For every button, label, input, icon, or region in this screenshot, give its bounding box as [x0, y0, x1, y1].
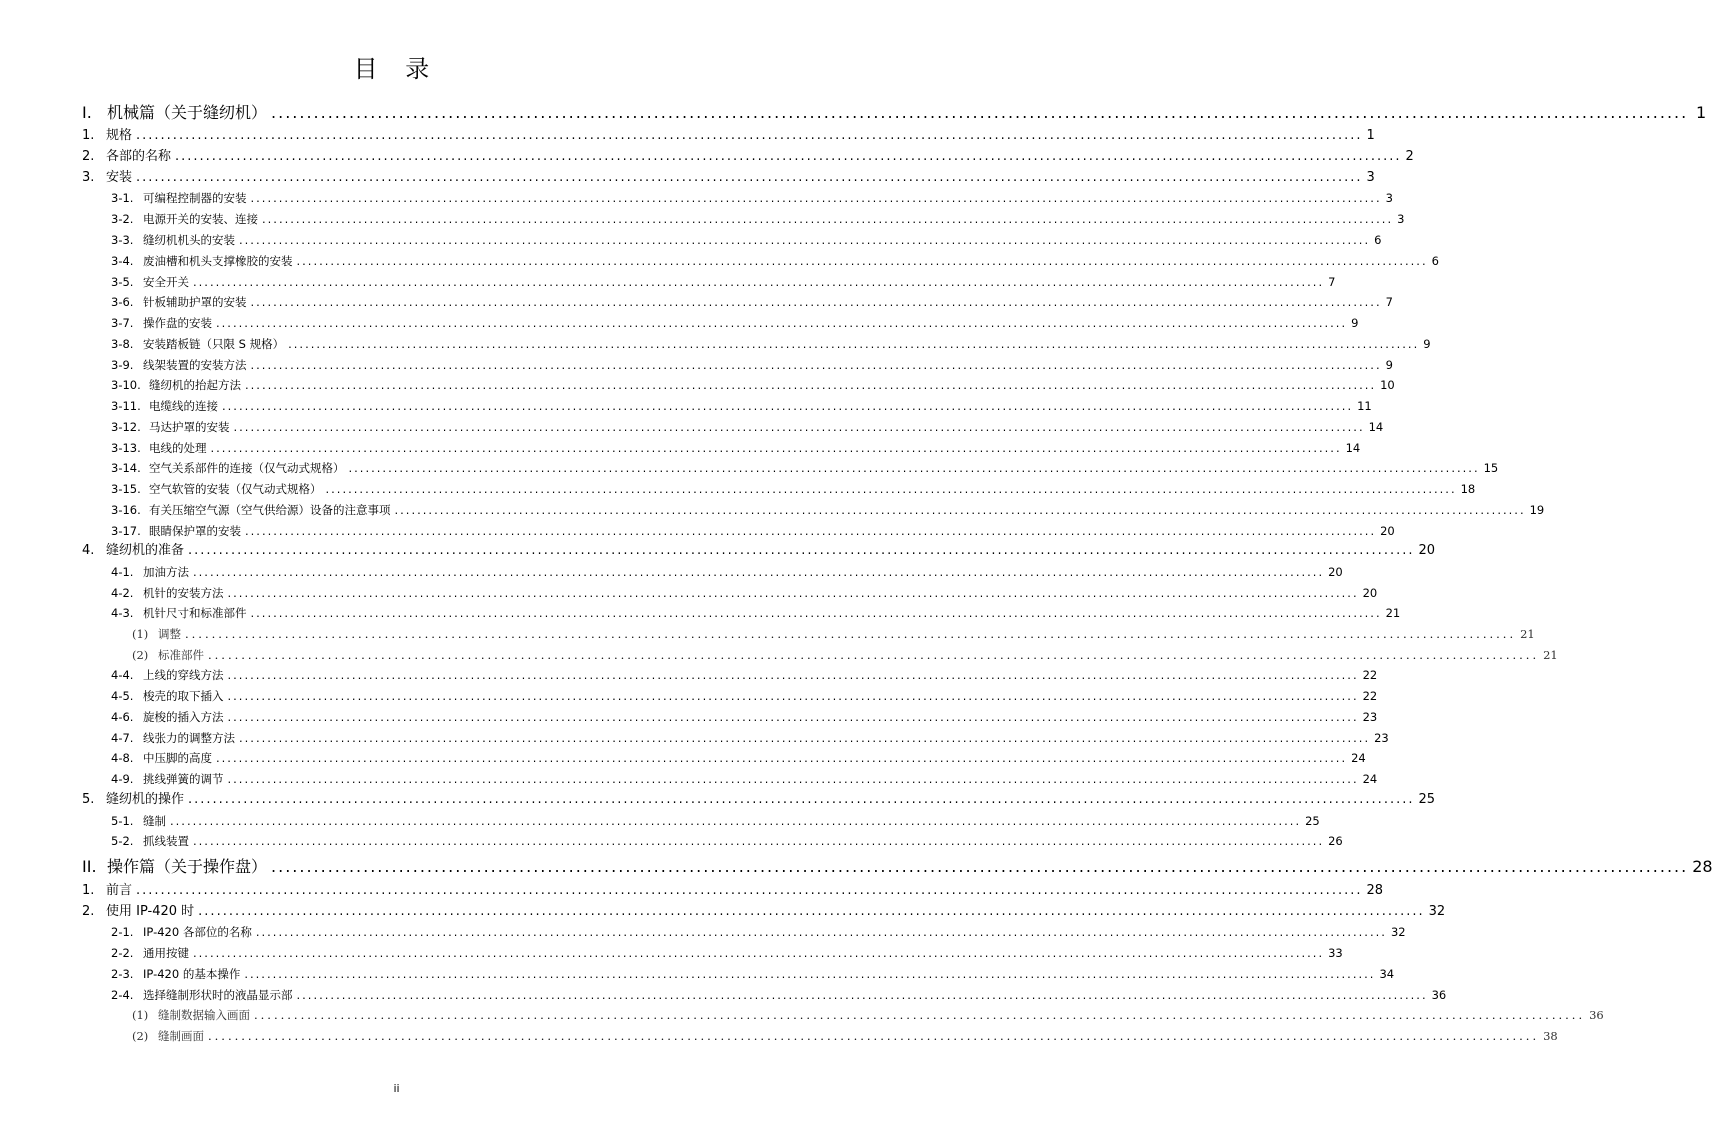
toc-entry-page: 14: [1345, 441, 1361, 455]
toc-entry[interactable]: [82, 147, 1414, 167]
toc-entry[interactable]: [132, 624, 1535, 644]
toc-leader-dots: ........................................................................................................................................................................................................: [244, 967, 1376, 981]
toc-entry-page: 20: [1418, 543, 1436, 558]
toc-leader-dots: ........................................................................................................................................................................................................: [348, 461, 1480, 475]
toc-leader-dots: ........................................................................................................................................................................................................: [250, 606, 1382, 620]
toc-entry[interactable]: [111, 943, 1343, 963]
toc-entry-number: 1.: [82, 883, 95, 898]
toc-entry[interactable]: [111, 562, 1343, 582]
toc-entry-page: 1: [1366, 128, 1375, 143]
toc-entry-page: 15: [1483, 461, 1499, 475]
toc-entry-page: 19: [1529, 503, 1545, 517]
toc-leader-dots: ........................................................................................................................................................................................................: [250, 295, 1382, 309]
toc-leader-dots: ........................................................................................................................................................................................................: [245, 378, 1377, 392]
toc-entry-title: 各部的名称: [106, 149, 172, 164]
toc-entry-title: 线张力的调整方法: [143, 731, 235, 745]
toc-leader-dots: ........................................................................................................................................................................................................: [233, 420, 1365, 434]
toc-leader-dots: ........................................................................................................................................................................................................: [170, 814, 1302, 828]
toc-leader-dots: ........................................................................................................................................................................................................: [198, 904, 1425, 919]
toc-leader-dots: ........................................................................................................................................................................................................: [227, 668, 1359, 682]
toc-leader-dots: ........................................................................................................................................................................................................: [250, 358, 1382, 372]
toc-entry-number: 3-10.: [111, 378, 141, 392]
toc-entry-page: 34: [1379, 967, 1395, 981]
toc-leader-dots: ........................................................................................................................................................................................................: [222, 399, 1354, 413]
toc-entry[interactable]: [111, 811, 1320, 831]
toc-leader-dots: ........................................................................................................................................................................................................: [296, 988, 1428, 1002]
toc-entry[interactable]: [111, 665, 1378, 685]
toc-entry-page: 20: [1362, 586, 1378, 600]
toc-entry-title: 电线的处理: [149, 441, 207, 455]
toc-entry-title: 缝制画面: [158, 1029, 204, 1043]
toc-entry[interactable]: [132, 645, 1558, 665]
toc-entry-page: 3: [1385, 191, 1393, 205]
toc-entry[interactable]: [111, 334, 1431, 354]
toc-entry-title: 机械篇（关于缝纫机）: [107, 103, 268, 122]
toc-entry[interactable]: [82, 902, 1446, 922]
toc-entry-number: 4-8.: [111, 751, 134, 765]
toc-entry-page: 25: [1418, 792, 1436, 807]
toc-entry-page: 28: [1366, 883, 1384, 898]
toc-entry[interactable]: [111, 748, 1366, 768]
toc-entry-page: 2: [1405, 149, 1414, 164]
toc-leader-dots: ........................................................................................................................................................................................................: [216, 316, 1348, 330]
toc-leader-dots: ........................................................................................................................................................................................................: [262, 212, 1394, 226]
toc-entry[interactable]: [111, 313, 1359, 333]
toc-entry-title: 抓线装置: [143, 834, 189, 848]
toc-entry-title: 通用按键: [143, 946, 189, 960]
toc-entry[interactable]: [111, 831, 1343, 851]
toc-entry-page: 9: [1351, 316, 1359, 330]
toc-entry-number: 3-6.: [111, 295, 134, 309]
toc-entry[interactable]: [111, 188, 1393, 208]
toc-entry-title: 标准部件: [158, 648, 204, 662]
toc-leader-dots: ........................................................................................................................................................................................................: [216, 751, 1348, 765]
toc-entry[interactable]: [111, 603, 1401, 623]
toc-entry-number: 2-2.: [111, 946, 134, 960]
toc-entry-number: 2.: [82, 904, 95, 919]
toc-leader-dots: ........................................................................................................................................................................................................: [208, 1029, 1540, 1043]
toc-entry-number: 3-12.: [111, 420, 141, 434]
toc-entry-title: IP-420 的基本操作: [143, 967, 241, 981]
toc-entry[interactable]: [111, 438, 1361, 458]
toc-entry-title: 缝纫机机头的安装: [143, 233, 235, 247]
toc-entry-number: (1): [132, 627, 149, 641]
toc-entry-title: 安装踏板链（只限 S 规格）: [143, 337, 285, 351]
toc-entry-number: 5-1.: [111, 814, 134, 828]
toc-entry[interactable]: [82, 168, 1375, 188]
toc-entry-page: 21: [1543, 648, 1558, 662]
toc-entry-number: (2): [132, 648, 149, 662]
toc-entry-page: 1: [1696, 103, 1707, 122]
toc-leader-dots: ........................................................................................................................................................................................................: [239, 731, 1371, 745]
toc-entry[interactable]: [111, 355, 1393, 375]
toc-entry-title: 缝纫机的抬起方法: [149, 378, 241, 392]
toc-entry[interactable]: [111, 272, 1336, 292]
toc-entry-number: 4-3.: [111, 606, 134, 620]
toc-entry-page: 36: [1589, 1008, 1604, 1022]
toc-entry-number: 2-4.: [111, 988, 134, 1002]
toc-leader-dots: ........................................................................................................................................................................................................: [394, 503, 1526, 517]
toc-entry-number: 3.: [82, 170, 95, 185]
toc-entry-number: 3-16.: [111, 503, 141, 517]
toc-entry-number: 3-4.: [111, 254, 134, 268]
toc-entry[interactable]: [111, 922, 1406, 942]
toc-entry[interactable]: [82, 101, 1707, 125]
toc-leader-dots: ........................................................................................................................................................................................................: [227, 689, 1359, 703]
toc-entry-number: 3-14.: [111, 461, 141, 475]
toc-entry-page: 24: [1362, 772, 1378, 786]
toc-entry-title: 电源开关的安装、连接: [143, 212, 258, 226]
toc-entry[interactable]: [111, 583, 1378, 603]
toc-entry-page: 32: [1390, 925, 1406, 939]
toc-entry-title: 加油方法: [143, 565, 189, 579]
toc-entry[interactable]: [111, 230, 1382, 250]
toc-entry-page: 20: [1380, 524, 1395, 538]
toc-entry-number: 4-4.: [111, 668, 134, 682]
toc-entry-page: 10: [1380, 378, 1395, 392]
toc-entry-number: 4-9.: [111, 772, 134, 786]
toc-entry-title: 操作盘的安装: [143, 316, 212, 330]
toc-entry-page: 7: [1328, 275, 1336, 289]
toc-entry[interactable]: [82, 881, 1384, 901]
toc-leader-dots: ........................................................................................................................................................................................................: [227, 710, 1359, 724]
toc-entry[interactable]: [111, 521, 1395, 541]
toc-entry[interactable]: [111, 458, 1499, 478]
toc-entry-title: 机针的安装方法: [143, 586, 224, 600]
toc-entry-number: 2-1.: [111, 925, 134, 939]
toc-entry-page: 6: [1374, 233, 1382, 247]
toc-entry-number: 3-1.: [111, 191, 134, 205]
toc-leader-dots: ........................................................................................................................................................................................................: [193, 565, 1325, 579]
toc-leader-dots: ........................................................................................................................................................................................................: [193, 834, 1325, 848]
toc-entry-title: 选择缝制形状时的液晶显示部: [143, 988, 293, 1002]
toc-leader-dots: ........................................................................................................................................................................................................: [136, 170, 1363, 185]
toc-entry-title: 马达护罩的安装: [149, 420, 230, 434]
toc-entry-page: 28: [1692, 857, 1713, 876]
toc-title: 目 录: [353, 55, 440, 83]
toc-leader-dots: ........................................................................................................................................................................................................: [245, 524, 1377, 538]
toc-entry-title: 机针尺寸和标准部件: [143, 606, 247, 620]
toc-entry-title: 针板辅助护罩的安装: [143, 295, 247, 309]
toc-entry-number: 3-7.: [111, 316, 134, 330]
toc-entry-number: 5.: [82, 792, 95, 807]
toc-entry-page: 22: [1362, 689, 1378, 703]
toc-entry-number: II.: [82, 857, 97, 876]
toc-entry[interactable]: [111, 500, 1545, 520]
toc-entry-title: 安装: [106, 170, 133, 185]
toc-entry-title: 梭壳的取下插入: [143, 689, 224, 703]
toc-entry-page: 26: [1328, 834, 1343, 848]
toc-entry-title: IP-420 各部位的名称: [143, 925, 252, 939]
toc-entry-title: 操作篇（关于操作盘）: [107, 857, 268, 876]
toc-entry-page: 14: [1368, 420, 1384, 434]
toc-entry[interactable]: [82, 126, 1375, 146]
toc-entry[interactable]: [82, 541, 1436, 561]
toc-leader-dots: ........................................................................................................................................................................................................: [175, 149, 1402, 164]
toc-leader-dots: ........................................................................................................................................................................................................: [254, 1008, 1586, 1022]
toc-entry-title: 眼睛保护罩的安装: [149, 524, 241, 538]
toc-entry-page: 33: [1328, 946, 1343, 960]
toc-entry-page: 7: [1385, 295, 1393, 309]
toc-leader-dots: ........................................................................................................................................................................................................: [271, 103, 1689, 122]
toc-entry-page: 9: [1385, 358, 1393, 372]
toc-entry-number: 4-7.: [111, 731, 134, 745]
toc-entry-number: 3-9.: [111, 358, 134, 372]
toc-entry-number: 2-3.: [111, 967, 134, 981]
toc-leader-dots: ........................................................................................................................................................................................................: [271, 857, 1689, 876]
toc-entry-title: 线架装置的安装方法: [143, 358, 247, 372]
toc-entry[interactable]: [82, 855, 1713, 879]
toc-entry-title: 废油槽和机头支撑橡胶的安装: [143, 254, 293, 268]
toc-leader-dots: ........................................................................................................................................................................................................: [227, 586, 1359, 600]
toc-entry-number: 3-17.: [111, 524, 141, 538]
toc-entry-page: 24: [1351, 751, 1366, 765]
toc-leader-dots: ........................................................................................................................................................................................................: [208, 648, 1540, 662]
toc-entry-number: 3-2.: [111, 212, 134, 226]
toc-leader-dots: ........................................................................................................................................................................................................: [136, 883, 1363, 898]
toc-entry-title: 缝制数据输入画面: [158, 1008, 250, 1022]
toc-leader-dots: ........................................................................................................................................................................................................: [255, 925, 1387, 939]
toc-entry-page: 9: [1423, 337, 1431, 351]
toc-entry-title: 前言: [106, 883, 133, 898]
toc-leader-dots: ........................................................................................................................................................................................................: [239, 233, 1371, 247]
toc-entry-title: 中压脚的高度: [143, 751, 212, 765]
toc-entry-title: 可编程控制器的安装: [143, 191, 247, 205]
toc-entry-page: 21: [1385, 606, 1401, 620]
toc-entry-title: 旋梭的插入方法: [143, 710, 224, 724]
toc-entry[interactable]: [111, 375, 1395, 395]
toc-entry[interactable]: [111, 728, 1389, 748]
toc-entry-number: 3-15.: [111, 482, 141, 496]
toc-entry-number: 2.: [82, 149, 95, 164]
toc-entry-number: 4.: [82, 543, 95, 558]
toc-entry-title: 缝制: [143, 814, 166, 828]
toc-entry-number: 3-8.: [111, 337, 134, 351]
toc-entry[interactable]: [111, 292, 1393, 312]
toc-leader-dots: ........................................................................................................................................................................................................: [288, 337, 1420, 351]
toc-entry-page: 32: [1428, 904, 1446, 919]
toc-entry-number: 3-5.: [111, 275, 134, 289]
toc-entry-title: 安全开关: [143, 275, 189, 289]
toc-entry[interactable]: [111, 251, 1439, 271]
toc-entry-number: 4-1.: [111, 565, 134, 579]
toc-entry[interactable]: [111, 479, 1476, 499]
toc-leader-dots: ........................................................................................................................................................................................................: [193, 946, 1325, 960]
toc-entry-number: (1): [132, 1008, 149, 1022]
toc-entry-page: 25: [1305, 814, 1320, 828]
toc-entry-title: 有关压缩空气源（空气供给源）设备的注意事项: [149, 503, 391, 517]
toc-entry-title: 使用 IP-420 时: [106, 904, 195, 919]
toc-entry-number: 3-11.: [111, 399, 141, 413]
toc-entry-number: 4-6.: [111, 710, 134, 724]
toc-entry-title: 调整: [158, 627, 181, 641]
toc-entry-title: 上线的穿线方法: [143, 668, 224, 682]
toc-entry[interactable]: [82, 790, 1436, 810]
toc-entry-number: 3-13.: [111, 441, 141, 455]
toc-entry-number: (2): [132, 1029, 149, 1043]
toc-entry-number: I.: [82, 103, 92, 122]
toc-entry-title: 缝纫机的准备: [106, 543, 185, 558]
toc-entry-page: 21: [1520, 627, 1535, 641]
toc-leader-dots: ........................................................................................................................................................................................................: [250, 191, 1382, 205]
toc-entry-title: 缝纫机的操作: [106, 792, 185, 807]
toc-entry-number: 4-5.: [111, 689, 134, 703]
toc-entry[interactable]: [111, 707, 1378, 727]
toc-entry[interactable]: [111, 985, 1447, 1005]
toc-entry-page: 22: [1362, 668, 1378, 682]
toc-entry-page: 3: [1366, 170, 1375, 185]
toc-entry[interactable]: [111, 396, 1372, 416]
toc-leader-dots: ........................................................................................................................................................................................................: [188, 792, 1415, 807]
toc-entry-page: 23: [1374, 731, 1389, 745]
toc-entry-number: 4-2.: [111, 586, 134, 600]
toc-leader-dots: ........................................................................................................................................................................................................: [136, 128, 1363, 143]
toc-entry[interactable]: [132, 1026, 1558, 1046]
toc-entry-page: 18: [1460, 482, 1476, 496]
toc-entry-title: 挑线弹簧的调节: [143, 772, 224, 786]
toc-entry-title: 电缆线的连接: [149, 399, 218, 413]
toc-entry-title: 空气关系部件的连接（仅气动式规格）: [149, 461, 345, 475]
toc-entry-page: 3: [1397, 212, 1405, 226]
toc-leader-dots: ........................................................................................................................................................................................................: [296, 254, 1428, 268]
toc-entry-page: 36: [1431, 988, 1447, 1002]
toc-leader-dots: ........................................................................................................................................................................................................: [227, 772, 1359, 786]
toc-entry-number: 3-3.: [111, 233, 134, 247]
toc-entry-number: 1.: [82, 128, 95, 143]
toc-entry-page: 11: [1357, 399, 1372, 413]
toc-entry-title: 空气软管的安装（仅气动式规格）: [149, 482, 322, 496]
toc-leader-dots: ........................................................................................................................................................................................................: [325, 482, 1457, 496]
toc-leader-dots: ........................................................................................................................................................................................................: [193, 275, 1325, 289]
toc-entry[interactable]: [111, 769, 1378, 789]
toc-entry[interactable]: [111, 417, 1384, 437]
toc-entry-title: 规格: [106, 128, 133, 143]
toc-leader-dots: ........................................................................................................................................................................................................: [185, 627, 1517, 641]
toc-leader-dots: ........................................................................................................................................................................................................: [210, 441, 1342, 455]
toc-entry[interactable]: [111, 209, 1405, 229]
toc-entry-page: 23: [1362, 710, 1378, 724]
toc-entry-page: 6: [1431, 254, 1439, 268]
page-number: ii: [393, 1082, 400, 1095]
toc-entry[interactable]: [111, 686, 1378, 706]
toc-leader-dots: ........................................................................................................................................................................................................: [188, 543, 1415, 558]
toc-entry[interactable]: [132, 1005, 1604, 1025]
toc-entry-page: 38: [1543, 1029, 1558, 1043]
toc-entry[interactable]: [111, 964, 1395, 984]
toc-entry-page: 20: [1328, 565, 1343, 579]
toc-entry-number: 5-2.: [111, 834, 134, 848]
